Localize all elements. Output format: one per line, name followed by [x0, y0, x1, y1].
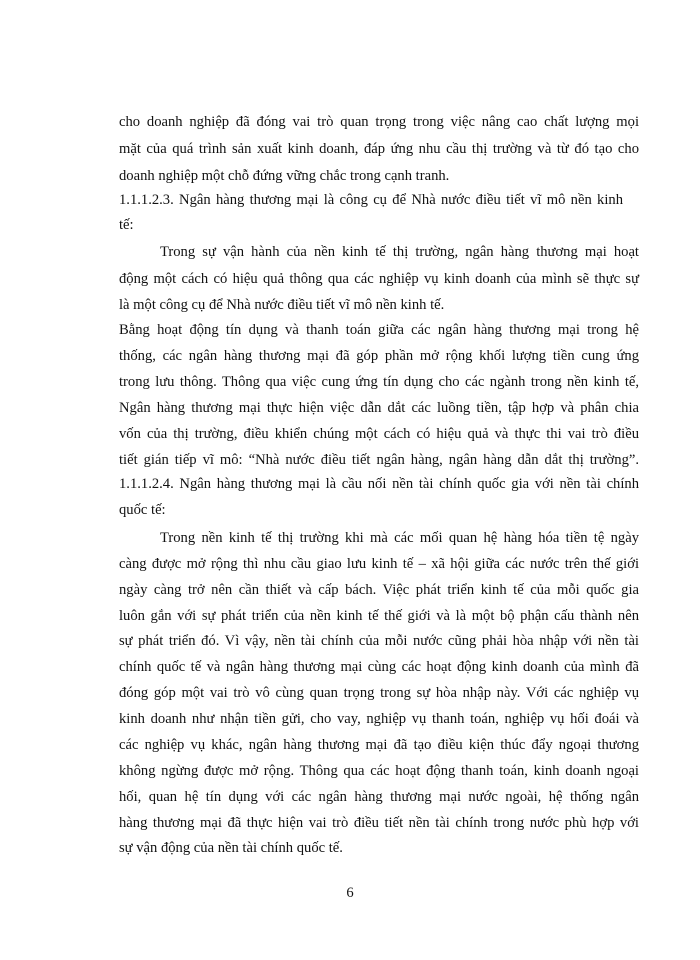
text-line: hàng thương mại đã thực hiện vai trò điều tiết nền tài chính trong nước phù hợp với — [119, 815, 639, 831]
text-line: sự phát triển đó. Vì vậy, nền tài chính của mỗi nước cũng phải hòa nhập với nền tài — [119, 633, 639, 649]
text-line: mặt của quá trình sản xuất kinh doanh, đáp ứng nhu cầu thị trường và từ đó tạo cho — [119, 141, 639, 157]
text-line: vốn của thị trường, điều khiển chúng một cách có hiệu quả và thực thi vai trò điều — [119, 426, 639, 442]
text-line: đóng góp một vai trò vô cùng quan trọng trong sự hòa nhập này. Với các nghiệp vụ — [119, 685, 639, 701]
text-line: sự vận động của nền tài chính quốc tế. — [119, 840, 343, 856]
text-line: trong lưu thông. Thông qua việc cung ứng tín dụng cho các ngành trong nền kinh tế, — [119, 374, 639, 390]
text-line: ngày càng trở nên cần thiết và cấp bách. Việc phát triển kinh tế của mỗi quốc gia — [119, 582, 639, 598]
text-line: là một công cụ để Nhà nước điều tiết vĩ mô nền kinh tế. — [119, 297, 445, 313]
text-line: thống, các ngân hàng thương mại đã góp phần mở rộng khối lượng tiền cung ứng — [119, 348, 639, 364]
section-heading: 1.1.1.2.4. Ngân hàng thương mại là cầu nối nền tài chính quốc gia với nền tài chính — [119, 476, 639, 492]
text-line: hối, quan hệ tín dụng với các ngân hàng thương mại nước ngoài, hệ thống ngân — [119, 789, 639, 805]
text-line: Ngân hàng thương mại thực hiện việc dẫn dắt các luồng tiền, tập hợp và phân chia — [119, 400, 639, 416]
section-heading: quốc tế: — [119, 502, 166, 518]
paragraph-first-line: Trong nền kinh tế thị trường khi mà các mối quan hệ hàng hóa tiền tệ ngày — [160, 530, 639, 546]
text-line: chính quốc tế và ngân hàng thương mại cùng các hoạt động kinh doanh của mình đã — [119, 659, 639, 675]
section-heading: tế: — [119, 217, 134, 233]
text-line: luôn gắn với sự phát triển của nền kinh tế thế giới và là một bộ phận cấu thành nên — [119, 608, 639, 624]
text-line: doanh nghiệp một chỗ đứng vững chắc trong cạnh tranh. — [119, 168, 450, 184]
section-heading: 1.1.1.2.3. Ngân hàng thương mại là công cụ để Nhà nước điều tiết vĩ mô nền kinh — [119, 192, 623, 208]
page-number: 6 — [346, 885, 354, 901]
text-line: không ngừng được mở rộng. Thông qua các hoạt động thanh toán, kinh doanh ngoại — [119, 763, 639, 779]
text-line: kinh doanh như nhận tiền gửi, cho vay, nghiệp vụ thanh toán, nghiệp vụ hối đoái và — [119, 711, 639, 727]
paragraph-first-line: Trong sự vận hành của nền kinh tế thị trường, ngân hàng thương mại hoạt — [160, 244, 639, 260]
text-line: động một cách có hiệu quả thông qua các nghiệp vụ kinh doanh của mình sẽ thực sự — [119, 271, 639, 287]
text-line: Bằng hoạt động tín dụng và thanh toán giữa các ngân hàng thương mại trong hệ — [119, 322, 639, 338]
text-line: tiết gián tiếp vĩ mô: “Nhà nước điều tiết ngân hàng, ngân hàng dẫn dắt thị trường”. — [119, 452, 639, 468]
text-line: càng được mở rộng thì nhu cầu giao lưu kinh tế – xã hội giữa các nước trên thế giới — [119, 556, 639, 572]
text-line: các nghiệp vụ khác, ngân hàng thương mại đã tạo điều kiện thúc đẩy ngoại thương — [119, 737, 639, 753]
text-line: cho doanh nghiệp đã đóng vai trò quan trọng trong việc nâng cao chất lượng mọi — [119, 114, 639, 130]
